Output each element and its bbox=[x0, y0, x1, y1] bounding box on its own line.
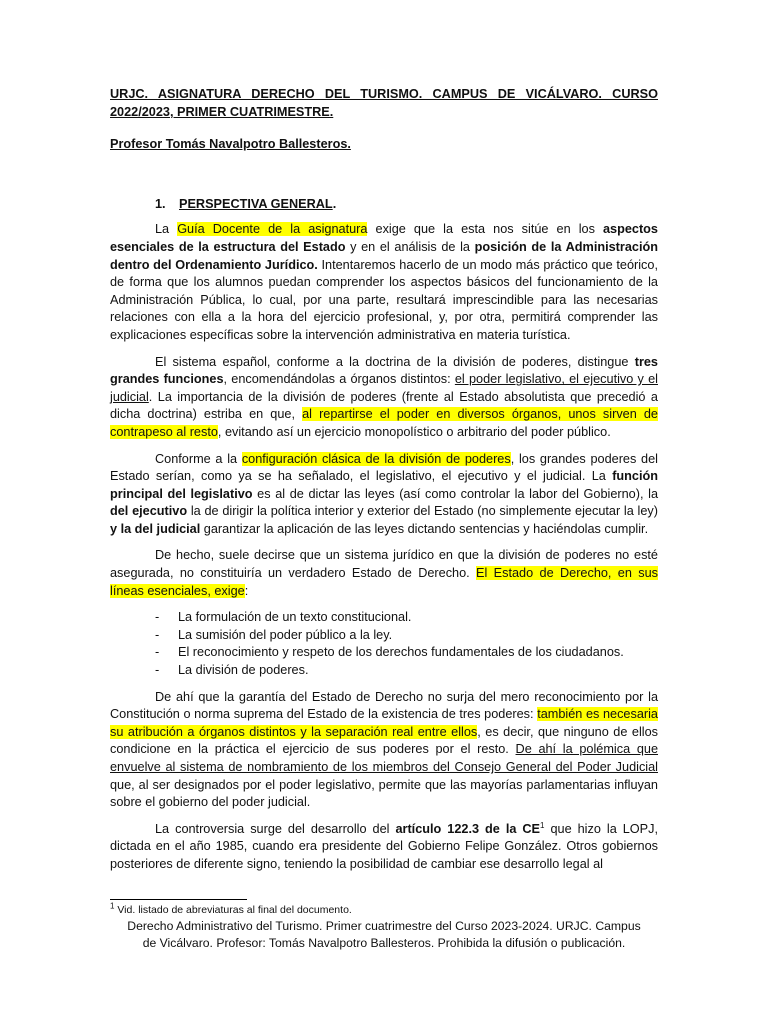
footnote-mark: 1 bbox=[110, 901, 115, 911]
dash-bullet: - bbox=[155, 663, 160, 678]
text-run: , es decir, que ninguno de ellos condicione en la práctica el ejercicio de sus poderes por el resto. bbox=[110, 724, 658, 757]
bold-funcion-legislativo: función principal del legislativo bbox=[110, 469, 658, 501]
text-run: Intentaremos hacerlo de un modo más práctico que teórico, de forma que los alumnos puedan comprender los aspectos básicos del funcionamiento de la Administración Pública, lo cual, por una parte, resultará imprescindible para las necesarias relaciones con ella a la hora del ejercicio profesional, y, por otra, permitirá comprender las explicaciones específicas sobre la intervención administrativa en materia turística. bbox=[110, 257, 658, 342]
text-run: De ahí que la garantía del Estado de Derecho no surja del mero reconocimiento por la Constitución o norma suprema del Estado de la existencia de tres poderes: bbox=[110, 689, 658, 722]
text-run: , los grandes poderes del Estado serían, como ya se ha señalado, el legislativo, el ejecutivo y el judicial. La bbox=[110, 451, 658, 484]
list-item bbox=[155, 627, 658, 645]
paragraph-4 bbox=[110, 547, 658, 600]
dash-bullet: - bbox=[155, 627, 160, 642]
bold-aspectos-esenciales: aspectos esenciales de la estructura del Estado bbox=[110, 222, 658, 254]
section-title: PERSPECTIVA GENERAL bbox=[179, 196, 333, 211]
document-title: URJC. ASIGNATURA DERECHO DEL TURISMO. CAMPUS DE VICÁLVARO. CURSO 2022/2023, PRIMER CUATRIMESTRE. bbox=[110, 87, 658, 119]
text-run: que, al ser designados por el poder legislativo, permite que las mayorías parlamentarias influyan sobre el gobierno del poder judicial. bbox=[110, 777, 658, 810]
list-item-text: La división de poderes. bbox=[178, 663, 309, 678]
professor-name: Profesor Tomás Navalpotro Ballesteros. bbox=[110, 137, 351, 152]
text-run: La bbox=[155, 222, 178, 237]
document-page bbox=[110, 86, 658, 874]
underline-poderes: el poder legislativo, el ejecutivo y el judicial bbox=[110, 372, 658, 404]
highlight-estado-derecho: El Estado de Derecho, en sus líneas esenciales, exige bbox=[110, 566, 658, 598]
list-item bbox=[155, 662, 658, 680]
text-run: y en el análisis de la bbox=[345, 239, 475, 254]
section-title-period: . bbox=[332, 196, 337, 211]
list-item-text: El reconocimiento y respeto de los derechos fundamentales de los ciudadanos. bbox=[178, 645, 624, 660]
footnote-ref[interactable]: 1 bbox=[540, 820, 545, 830]
text-run: De hecho, suele decirse que un sistema jurídico en que la división de poderes no esté asegurada, no constituiría un verdadero Estado de Derecho. bbox=[110, 548, 658, 581]
text-run: , encomendándolas a órganos distintos: bbox=[223, 372, 455, 387]
text-run: que hizo la LOPJ, dictada en el año 1985, cuando era presidente del Gobierno Felipe González. Otros gobiernos posteriores de diferente signo, teniendo la posibilidad de cambiar ese desarrollo legal al bbox=[110, 821, 658, 871]
paragraph-2 bbox=[110, 354, 658, 442]
footnote-text: Vid. listado de abreviaturas al final del documento. bbox=[114, 904, 352, 916]
text-run: : bbox=[244, 583, 249, 598]
text-run: La controversia surge del desarrollo del bbox=[155, 821, 396, 836]
paragraph-5 bbox=[110, 689, 658, 812]
section-heading bbox=[110, 196, 658, 214]
text-run: Conforme a la bbox=[155, 451, 242, 466]
list-item-text: La sumisión del poder público a la ley. bbox=[178, 627, 393, 642]
text-run: , evitando así un ejercicio monopolístico o arbitrario del poder público. bbox=[217, 424, 611, 439]
underline-polemica-cgpj: De ahí la polémica que envuelve al sistema de nombramiento de los miembros del Consejo General del Poder Judicial bbox=[110, 742, 659, 774]
highlight-separacion-real: también es necesaria su atribución a órganos distintos y la separación real entre ellos bbox=[110, 707, 658, 739]
highlight-contrapeso: al repartirse el poder en diversos órganos, unos sirven de contrapeso al resto bbox=[110, 407, 658, 439]
bold-judicial: y la del judicial bbox=[110, 521, 201, 536]
footnote bbox=[110, 903, 658, 917]
paragraph-1 bbox=[110, 221, 658, 344]
paragraph-6 bbox=[110, 821, 658, 874]
highlight-configuracion-clasica: configuración clásica de la división de poderes bbox=[241, 451, 511, 466]
text-run: . La importancia de la división de poderes (frente al Estado absolutista que precedió a dicha doctrina) estriba en que, bbox=[110, 389, 658, 422]
footer-line-2: de Vicálvaro. Profesor: Tomás Navalpotro Ballesteros. Prohibida la difusión o publicación. bbox=[142, 936, 626, 950]
list-item bbox=[155, 609, 658, 627]
text-run: exige que la esta nos sitúe en los bbox=[367, 222, 603, 237]
text-run: es al de dictar las leyes (así como controlar la labor del Gobierno), la bbox=[252, 486, 658, 501]
requirements-list bbox=[110, 609, 658, 679]
page-footer bbox=[100, 918, 668, 952]
footer-line-1: Derecho Administrativo del Turismo. Primer cuatrimestre del Curso 2023-2024. URJC. Campus bbox=[127, 919, 641, 933]
section-number: 1. bbox=[155, 196, 166, 211]
bold-ejecutivo: del ejecutivo bbox=[110, 504, 188, 519]
text-run: garantizar la aplicación de las leyes dictando sentencias y haciéndolas cumplir. bbox=[200, 521, 649, 536]
list-item bbox=[155, 644, 658, 662]
bold-articulo-122: artículo 122.3 de la CE bbox=[395, 821, 541, 836]
bold-posicion-administracion: posición de la Administración dentro del Ordenamiento Jurídico. bbox=[110, 239, 658, 272]
dash-bullet: - bbox=[155, 645, 160, 660]
text-run: El sistema español, conforme a la doctrina de la división de poderes, distingue bbox=[155, 354, 635, 369]
list-item-text: La formulación de un texto constitucional. bbox=[178, 610, 412, 625]
text-run: la de dirigir la política interior y exterior del Estado (no simplemente ejecutar la ley) bbox=[187, 504, 658, 519]
paragraph-3 bbox=[110, 451, 658, 539]
dash-bullet: - bbox=[155, 610, 160, 625]
footnote-separator bbox=[110, 899, 247, 900]
bold-tres-funciones: tres grandes funciones bbox=[110, 354, 658, 387]
highlight-guia-docente: Guía Docente de la asignatura bbox=[177, 222, 368, 237]
